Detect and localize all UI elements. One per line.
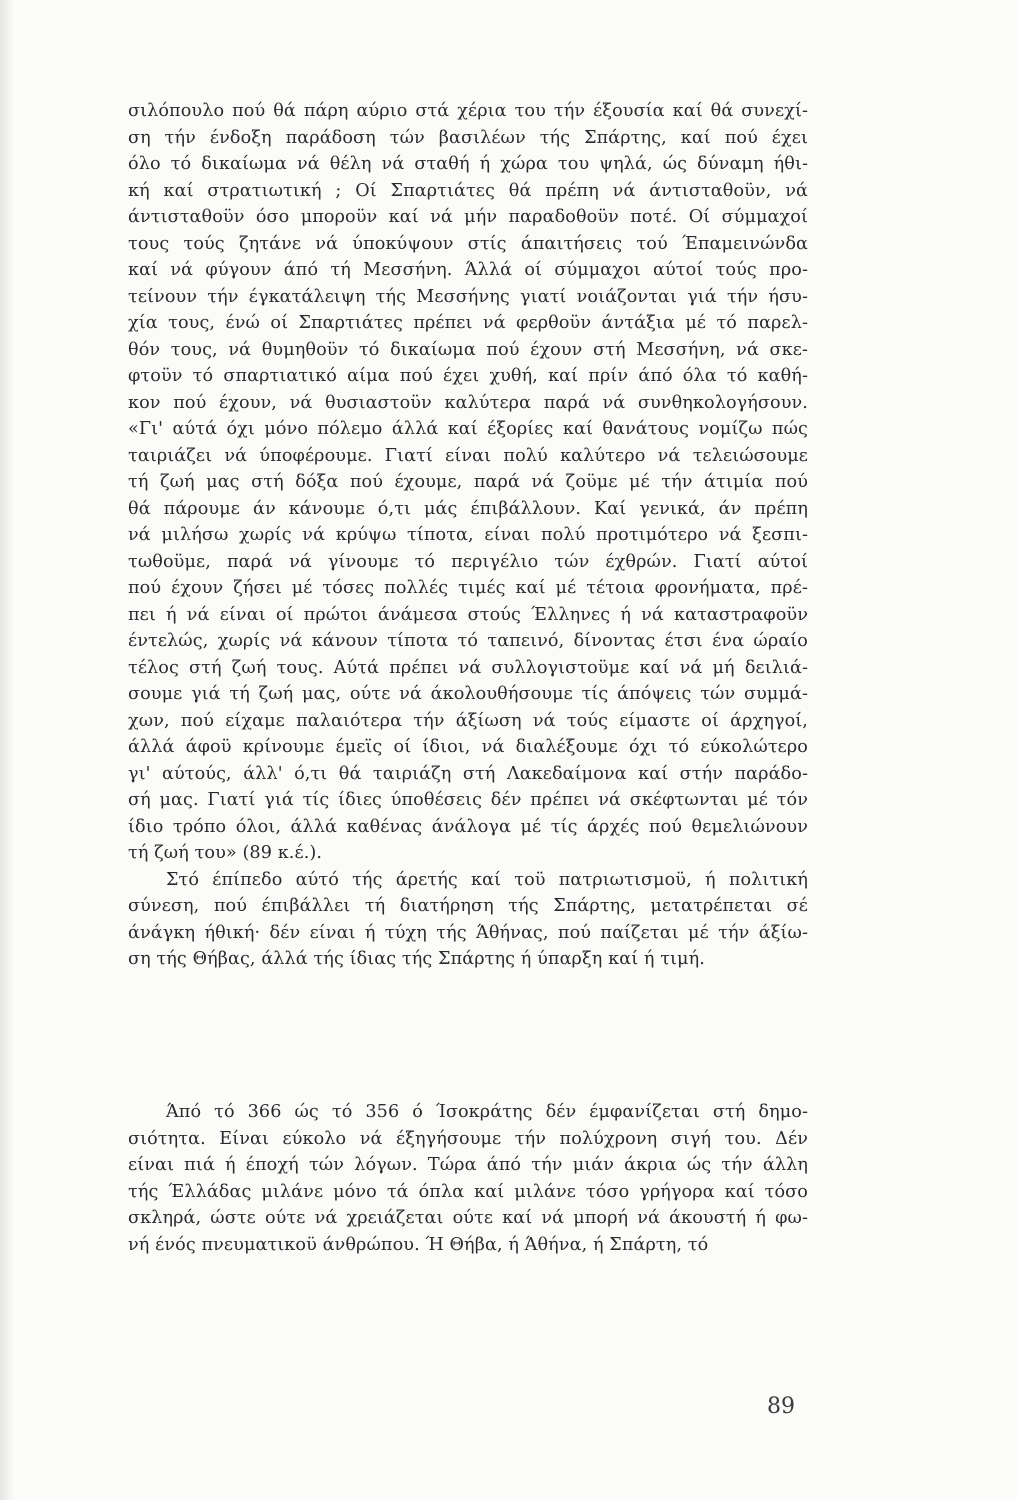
- text-line: σκληρά, ώστε ούτε νά χρειάζεται ούτε καί νά μπορή νά άκουστή ή φω-: [128, 1208, 808, 1228]
- text-line: σή μας. Γιατί γιά τίς ίδιες ύποθέσεις δέν πρέπει νά σκέφτωνται μέ τόν: [128, 790, 808, 810]
- text-line: καί νά φύγουν άπό τή Μεσσήνη. Άλλά οί σύμμαχοι αύτοί τούς προ-: [128, 260, 808, 280]
- text-line: σουμε γιά τή ζωή μας, ούτε νά άκολουθήσουμε τίς άπόψεις τών συμμά-: [128, 684, 808, 704]
- page-edge-shadow: [0, 0, 14, 1500]
- text-line: κή καί στρατιωτική ; Οί Σπαρτιάτες θά πρέπη νά άντισταθοϋν, νά: [128, 180, 808, 201]
- text-line: τή ζωή μας στή δόξα πού έχουμε, παρά νά ζοϋμε μέ τήν άτιμία πού: [128, 472, 808, 492]
- page-number: 89: [767, 1394, 795, 1419]
- text-line: τέλος στή ζωή τους. Αύτά πρέπει νά συλλογιστοϋμε καί νά μή δειλιά-: [128, 657, 808, 678]
- text-line: φτοϋν τό σπαρτιατικό αίμα πού έχει χυθή, καί πρίν άπό όλα τό καθή-: [128, 366, 808, 386]
- text-line: θά πάρουμε άν κάνουμε ό,τι μάς έπιβάλλουν. Καί γενικά, άν πρέπη: [128, 498, 808, 519]
- text-line: ση τής Θήβας, άλλά τής ίδιας τής Σπάρτης ή ύπαρξη καί ή τιμή.: [128, 949, 705, 969]
- text-line: νά μιλήσω χωρίς νά κρύψω τίποτα, είναι πολύ προτιμότερο νά ξεσπι-: [128, 525, 808, 545]
- text-line: άλλά άφοϋ κρίνουμε έμεϊς οί ίδιοι, νά διαλέξουμε όχι τό εύκολώτερο: [128, 737, 808, 757]
- text-line: χων, πού είχαμε παλαιότερα τήν άξίωση νά τούς είμαστε οί άρχηγοί,: [128, 710, 808, 731]
- text-line: τους τούς ζητάνε νά ύποκύψουν στίς άπαιτήσεις τού Έπαμεινώνδα: [128, 233, 808, 254]
- text-line: σιλόπουλο πού θά πάρη αύριο στά χέρια του τήν έξουσία καί θά συνεχί-: [128, 101, 808, 121]
- text-line: χία τους, ένώ οί Σπαρτιάτες πρέπει νά φερθοϋν άντάξια μέ τό παρελ-: [128, 313, 808, 333]
- text-line: τείνουν τήν έγκατάλειψη τής Μεσσήνης γιατί νοιάζονται γιά τήν ήσυ-: [128, 286, 808, 307]
- text-line: γι' αύτούς, άλλ' ό,τι θά ταιριάζη στή Λακεδαίμονα καί στήν παράδο-: [128, 763, 808, 784]
- text-line: ίδιο τρόπο όλοι, άλλά καθένας άνάλογα μέ τίς άρχές πού θεμελιώνουν: [128, 816, 808, 837]
- text-line: πει ή νά είναι οί πρώτοι άνάμεσα στούς Έλληνες ή νά καταστραφοϋν: [128, 604, 808, 625]
- text-block-lower: [128, 1099, 808, 1258]
- text-block-upper: [128, 98, 808, 973]
- text-line: έντελώς, χωρίς νά κάνουν τίποτα τό ταπεινό, δίνοντας έτσι ένα ώραίο: [128, 631, 808, 651]
- text-line: άντισταθοϋν όσο μποροϋν καί νά μήν παραδοθοϋν ποτέ. Οί σύμμαχοί: [128, 207, 808, 227]
- text-line: τής Έλλάδας μιλάνε μόνο τά όπλα καί μιλάνε τόσο γρήγορα καί τόσο: [128, 1181, 808, 1202]
- text-line: άνάγκη ήθική· δέν είναι ή τύχη τής Άθήνας, πού παίζεται μέ τήν άξίω-: [128, 922, 808, 943]
- paragraph-summary: [128, 867, 808, 973]
- text-line: ση τήν ένδοξη παράδοση τών βασιλέων τής Σπάρτης, καί πού έχει: [128, 127, 808, 148]
- text-line: Στό έπίπεδο αύτό τής άρετής καί τοϋ πατριωτισμοϋ, ή πολιτική: [166, 869, 808, 890]
- text-line: κον πού έχουν, νά θυσιαστοϋν καλύτερα παρά νά συνθηκολογήσουν.: [128, 392, 808, 413]
- text-line: σύνεση, πού έπιβάλλει τή διατήρηση τής Σπάρτης, μετατρέπεται σέ: [128, 896, 808, 916]
- text-line: σιότητα. Είναι εύκολο νά έξηγήσουμε τήν πολύχρονη σιγή του. Δέν: [128, 1128, 808, 1149]
- text-line: θόν τους, νά θυμηθοϋν τό δικαίωμα πού έχουν στή Μεσσήνη, νά σκε-: [128, 339, 808, 360]
- text-line: Άπό τό 366 ώς τό 356 ό Ίσοκράτης δέν έμφανίζεται στή δημο-: [166, 1102, 808, 1122]
- text-line: νή ένός πνευματικοϋ άνθρώπου. Ή Θήβα, ή Άθήνα, ή Σπάρτη, τό: [128, 1234, 709, 1255]
- text-line: πού έχουν ζήσει μέ τόσες πολλές τιμές καί μέ τέτοια φρονήματα, πρέ-: [128, 578, 808, 598]
- paragraph-quote: [128, 98, 808, 867]
- text-line: όλο τό δικαίωμα νά θέλη νά σταθή ή χώρα του ψηλά, ώς δύναμη ήθι-: [128, 154, 808, 174]
- text-line: «Γι' αύτά όχι μόνο πόλεμο άλλά καί έξορίες καί θανάτους νομίζω πώς: [128, 419, 808, 439]
- paragraph-isocrates: [128, 1099, 808, 1258]
- text-line: ταιριάζει νά ύποφέρουμε. Γιατί είναι πολύ καλύτερο νά τελειώσουμε: [128, 445, 808, 466]
- text-line: τή ζωή του» (89 κ.έ.).: [128, 843, 323, 863]
- text-line: τωθοϋμε, παρά νά γίνουμε τό περιγέλιο τών έχθρών. Γιατί αύτοί: [128, 551, 808, 572]
- text-line: είναι πιά ή έποχή τών λόγων. Τώρα άπό τήν μιάν άκρια ώς τήν άλλη: [128, 1155, 808, 1175]
